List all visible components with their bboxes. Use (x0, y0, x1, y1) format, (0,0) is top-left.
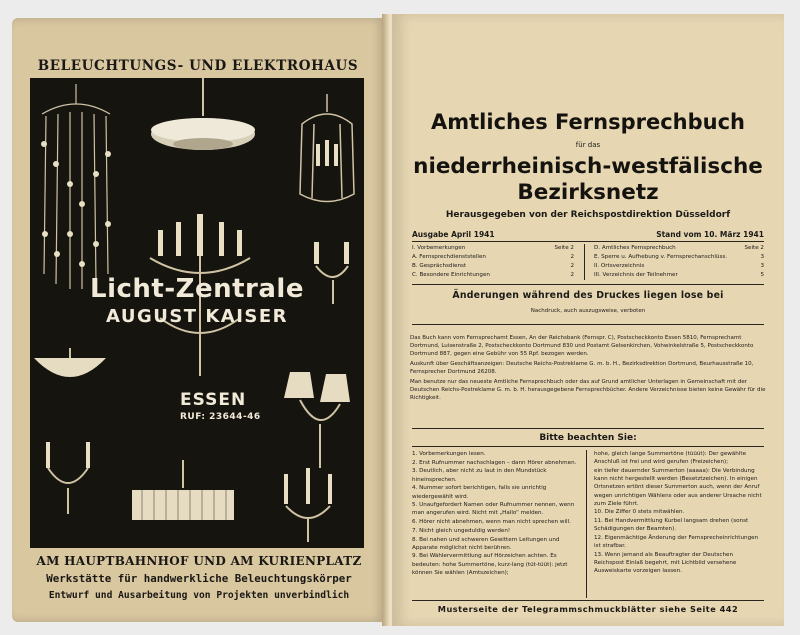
ad-design-note: Entwurf und Ausarbeitung von Projekten unverbindlich (48, 590, 350, 601)
toc-item: A. Fernsprechdienststellen 2 (412, 254, 574, 260)
title-line-2: niederrheinisch-westfälische (413, 154, 763, 179)
title-line-3: Bezirksnetz (517, 180, 659, 205)
rule-item: 7. Nicht gleich ungeduldig werden! (412, 527, 511, 534)
rule-item: 6. Hörer nicht abnehmen, wenn man nicht sprechen will. (412, 519, 571, 526)
divider (412, 241, 764, 242)
toc-right (594, 244, 764, 280)
rule-item: 5. Unaufgefordert Namen oder Rufnummer nennen, wenn man angerufen wird. Nicht mit „Hallo“ melden. (412, 502, 575, 517)
reprint-note: Nachdruck, auch auszugsweise, verboten (530, 308, 646, 314)
rule-item: ein tiefer dauernder Summerton (aaaaa): Die Verbindung kann nicht hergestellt werden (Besetztzeichen). In einigen Ortsnetzen ertönt dieser Summerton auch, wenn der Anruf wegen unrichtigen Wählens oder aus anderer Ursache nicht zum Ziele führt. (594, 467, 762, 507)
toc-item: III. Verzeichnis der Teilnehmer 5 (594, 272, 764, 278)
status-date: Stand vom 10. März 1941 (656, 230, 764, 239)
rule-item: 8. Bei nahen und schweren Gewittern Leitungen und Apparate möglichst nicht berühren. (412, 536, 560, 551)
rule-item: 10. Die Ziffer 0 stets mitwählen. (594, 509, 685, 516)
rule-item: 12. Eigenmächtige Änderung der Fernsprecheinrichtungen ist strafbar. (594, 535, 759, 550)
info-paragraphs (410, 334, 768, 402)
rule-item: 13. Wenn jemand als Beauftragter der Deutschen Reichspost Einlaß begehrt, mit Lichtbild versehene Ausweiskarte vorzeigen lassen. (594, 551, 737, 575)
info-paragraph: Das Buch kann vom Fernsprechamt Essen, An der Reichsbank (Fernspr. C), Postscheckkonto Essen 5810, Fernsprechamt Dortmund, Luisenstraße 2, Postscheckkonto Dortmund 830 und Postamt Gelsenkirchen, Vohwinkelstraße 5, Postscheckkonto Dortmund 887, gegen eine Gebühr von 55 Rpf. bezogen werden. (410, 335, 754, 357)
attention-heading: Bitte beachten Sie: (539, 433, 637, 443)
divider (412, 428, 764, 429)
rule-item: 11. Bei Handvermittlung Kurbel langsam drehen (sonst Schädigungen der Beamten). (594, 518, 749, 533)
toc-divider (584, 244, 585, 280)
owner-name: AUGUST KAISER (105, 306, 289, 327)
footer-note: Musterseite der Telegrammschmuckblätter siehe Seite 442 (437, 604, 739, 614)
toc-left (412, 244, 574, 280)
phone-number: RUF: 23644-46 (180, 412, 261, 422)
toc-item: C. Besondere Einrichtungen 2 (412, 272, 574, 278)
ad-address: AM HAUPTBAHNHOF UND AM KURIENPLATZ (36, 554, 362, 568)
ceiling-lamp-illustration (148, 78, 258, 168)
title-fur-das: für das (575, 141, 601, 149)
crystal-chandelier-illustration (36, 84, 116, 294)
toc-item: B. Gesprächsdienst 2 (412, 263, 574, 269)
toc-item: II. Ortsverzeichnis 3 (594, 263, 764, 269)
ad-black-panel (30, 78, 364, 548)
ad-workshop: Werkstätte für handwerkliche Beleuchtungskörper (46, 572, 352, 585)
toc-item: I. Vorbemerkungen Seite 2 (412, 245, 574, 251)
publisher-line: Herausgegeben von der Reichspostdirektion Düsseldorf (445, 210, 731, 220)
divider (412, 600, 764, 601)
bowl-lamp-illustration (32, 348, 108, 388)
toc-item: D. Amtliches Fernsprechbuch Seite 2 (594, 245, 764, 251)
rules-divider (586, 450, 587, 598)
rules-left-column (412, 450, 580, 578)
info-paragraph: Auskunft über Geschäftsanzeigen: Deutsche Reichs-Postreklame G. m. b. H., Bezirksdirektion Dortmund, Beurhausstraße 10, Fernsprecher Dortmund 26208. (410, 361, 754, 375)
advertisement-page (12, 18, 386, 622)
rule-item: 3. Deutlich, aber nicht zu laut in den Mundstück hineinsprechen. (412, 468, 547, 483)
rule-item: 1. Vorbemerkungen lesen. (412, 451, 486, 457)
company-name: Licht-Zentrale (90, 274, 304, 304)
toc-item: E. Sperre u. Aufhebung v. Fernsprechanschlüss. 3 (594, 254, 764, 260)
divider (412, 446, 764, 447)
candelabra-illustration (278, 468, 338, 544)
title-line-1: Amtliches Fernsprechbuch (431, 110, 745, 134)
edition-row (412, 230, 764, 239)
candle-sconce-illustration (40, 438, 100, 518)
rule-item: hohe, gleich lange Summertöne (tüüüt): Der gewählte Anschluß ist frei und wird gerufen (Freizeichen); (594, 451, 747, 466)
ad-header: BELEUCHTUNGS- UND ELEKTROHAUS (37, 58, 359, 74)
drum-pendant-illustration (128, 460, 238, 540)
divider (412, 324, 764, 325)
lantern-illustration (292, 94, 362, 214)
info-paragraph: Man benutze nur das neueste Amtliche Fernsprechbuch oder das auf Grund amtlicher Unterlagen in Gemeinschaft mit der Deutschen Reichs-Postreklame G. m. b. H. herausgegebene Fernsprechbücher. Andere Verzeichnisse bieten keine Gewähr für die Richtigkeit. (410, 379, 766, 401)
rule-item: 2. Erst Rufnummer nachschlagen – dann Hörer abnehmen. (412, 459, 577, 466)
rule-item: 9. Bei Wählervermittlung auf Hörzeichen achten. Es bedeuten: hohe Summertöne, kurz-lang (tüt-tüüt): jetzt können Sie wählen (Amtszeichen); (412, 553, 568, 576)
edition-label: Ausgabe April 1941 (412, 230, 495, 239)
title-page (392, 14, 784, 626)
rule-item: 4. Nummer sofort berichtigen, falls sie unrichtig wiedergewählt wird. (412, 485, 547, 500)
divider (412, 284, 764, 285)
city-name: ESSEN (180, 390, 247, 410)
open-phone-book (12, 14, 784, 626)
shade-lamp-illustration (280, 368, 364, 478)
changes-note: Änderungen während des Druckes liegen lose bei (452, 290, 724, 301)
rules-right-column (594, 450, 764, 576)
